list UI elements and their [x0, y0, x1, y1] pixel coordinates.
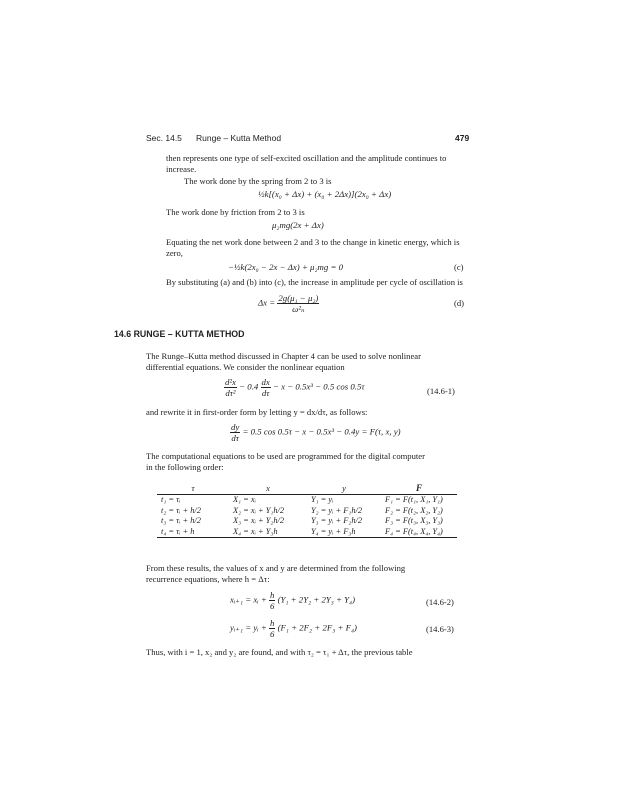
fraction-numerator: h — [269, 590, 275, 600]
fraction-denominator: ω²ₙ — [292, 304, 305, 314]
running-title: Runge – Kutta Method — [196, 133, 282, 143]
equation-c: −½k(2x₀ − 2x − Δx) + μ₂mg = 0 — [228, 262, 343, 272]
equation-term: xᵢ₊₁ = xᵢ + — [230, 594, 267, 605]
first-derivative-fraction — [261, 377, 271, 398]
paragraph-line: By substituting (a) and (b) into (c), the increase in amplitude per cycle of oscillation is — [166, 277, 463, 287]
table-cell: F₂ = F(t₂, X₂, Y₂) — [385, 505, 443, 515]
table-cell: Y₄ = yᵢ + F₃h — [311, 526, 356, 536]
paragraph-line: The Runge–Kutta method discussed in Chapter 4 can be used to solve nonlinear — [146, 351, 421, 361]
section-number: Sec. 14.5 — [146, 133, 182, 143]
fraction-denominator: 6 — [269, 601, 275, 611]
equation-d-lhs: Δx = — [258, 297, 276, 308]
equation-d-fraction — [277, 293, 319, 314]
fraction-denominator: dτ — [231, 433, 239, 443]
equation-term: − 0.4 — [239, 381, 259, 392]
h-over-six-fraction — [269, 590, 275, 611]
table-row — [157, 527, 457, 538]
equation-d — [258, 293, 319, 314]
fraction-numerator: dy — [231, 422, 240, 432]
equation-14-6-1-label: (14.6-1) — [427, 386, 455, 396]
fraction-denominator: dτ² — [225, 388, 236, 398]
table-cell: X₂ = xᵢ + Y₁h/2 — [233, 505, 285, 515]
equation-term: = 0.5 cos 0.5τ − x − 0.5x³ − 0.4y = F(τ, x, y) — [242, 426, 401, 437]
table-cell: Y₃ = yᵢ + F₂h/2 — [311, 516, 363, 525]
table-cell: X₃ = xᵢ + Y₂h/2 — [233, 516, 285, 525]
paragraph-line: Equating the net work done between 2 and 3 to the change in kinetic energy, which is — [166, 237, 460, 247]
fraction-numerator: d²x — [225, 377, 236, 387]
spring-work-equation: ½k[(x₀ + Δx) + (x₀ + 2Δx)](2x₀ + Δx) — [258, 189, 392, 199]
h-over-six-fraction — [269, 618, 275, 639]
friction-work-equation: μ₂mg(2x + Δx) — [272, 220, 324, 230]
equation-first-order — [230, 422, 401, 443]
equation-14-6-2-label: (14.6-2) — [426, 597, 454, 607]
equation-term: − x − 0.5x³ − 0.5 cos 0.5τ — [273, 381, 365, 392]
table-cell: X₁ = xᵢ — [233, 495, 256, 504]
fraction-numerator: 2g(μ₁ − μ₂) — [278, 293, 319, 303]
paragraph-line: in the following order: — [146, 462, 224, 472]
computation-table — [157, 482, 457, 538]
paragraph-line: The work done by the spring from 2 to 3 is — [184, 176, 332, 186]
table-cell: t₃ = τᵢ + h/2 — [161, 516, 201, 525]
paragraph-line: and rewrite it in first-order form by letting y = dx/dτ, as follows: — [146, 407, 368, 417]
table-row — [157, 495, 457, 506]
paragraph-line: recurrence equations, where h = Δτ: — [146, 574, 270, 584]
paragraph-line: The computational equations to be used are programmed for the digital computer — [146, 451, 425, 461]
paragraph-line: differential equations. We consider the nonlinear equation — [146, 362, 345, 372]
column-header-tau: τ — [191, 483, 195, 493]
equation-term: (Y₁ + 2Y₂ + 2Y₃ + Y₄) — [277, 594, 356, 605]
table-cell: F₃ = F(t₃, X₃, Y₃) — [385, 516, 443, 525]
column-header-f: F — [415, 483, 422, 493]
section-heading: 14.6 RUNGE – KUTTA METHOD — [114, 329, 245, 339]
equation-14-6-3-label: (14.6-3) — [426, 624, 454, 634]
column-header-x: x — [266, 483, 270, 493]
runge-kutta-table — [157, 482, 457, 538]
table-cell: X₄ = xᵢ + Y₃h — [233, 526, 278, 536]
equation-c-label: (c) — [454, 262, 464, 272]
paragraph-line: zero, — [166, 248, 183, 258]
paragraph-line: From these results, the values of x and y are determined from the following — [146, 563, 406, 573]
dy-dtau-fraction — [230, 422, 240, 443]
table-cell: t₁ = τᵢ — [161, 495, 181, 504]
equation-14-6-3 — [230, 618, 357, 639]
table-row — [157, 506, 457, 517]
table-cell: Y₁ = yᵢ — [311, 495, 334, 504]
paragraph-line: then represents one type of self-excited oscillation and the amplitude continues to — [166, 153, 447, 163]
equation-14-6-2 — [230, 590, 355, 611]
equation-14-6-1 — [224, 377, 365, 398]
paragraph-line: Thus, with i = 1, x₂ and y₂ are found, and with τ₂ = τ₁ + Δτ, the previous table — [146, 647, 413, 657]
fraction-numerator: h — [269, 618, 275, 628]
fraction-numerator: dx — [261, 377, 270, 387]
paragraph-line: increase. — [166, 164, 197, 174]
table-cell: Y₂ = yᵢ + F₁h/2 — [311, 505, 363, 515]
paragraph-line: The work done by friction from 2 to 3 is — [166, 207, 305, 217]
table-cell: t₄ = τᵢ + h — [161, 526, 195, 536]
table-cell: F₄ = F(t₄, X₄, Y₄) — [385, 526, 443, 536]
fraction-denominator: dτ — [261, 388, 270, 398]
equation-d-label: (d) — [454, 298, 465, 308]
table-header-row — [157, 482, 457, 495]
equation-term: (F₁ + 2F₂ + 2F₃ + F₄) — [277, 622, 357, 633]
table-cell: F₁ = F(t₁, X₁, Y₁) — [385, 495, 443, 504]
equation-term: yᵢ₊₁ = yᵢ + — [230, 622, 267, 633]
second-derivative-fraction — [224, 377, 237, 398]
page-number: 479 — [455, 133, 470, 143]
table-cell: t₂ = τᵢ + h/2 — [161, 505, 201, 515]
fraction-denominator: 6 — [269, 629, 275, 639]
table-row — [157, 516, 457, 527]
column-header-y: y — [342, 483, 346, 493]
